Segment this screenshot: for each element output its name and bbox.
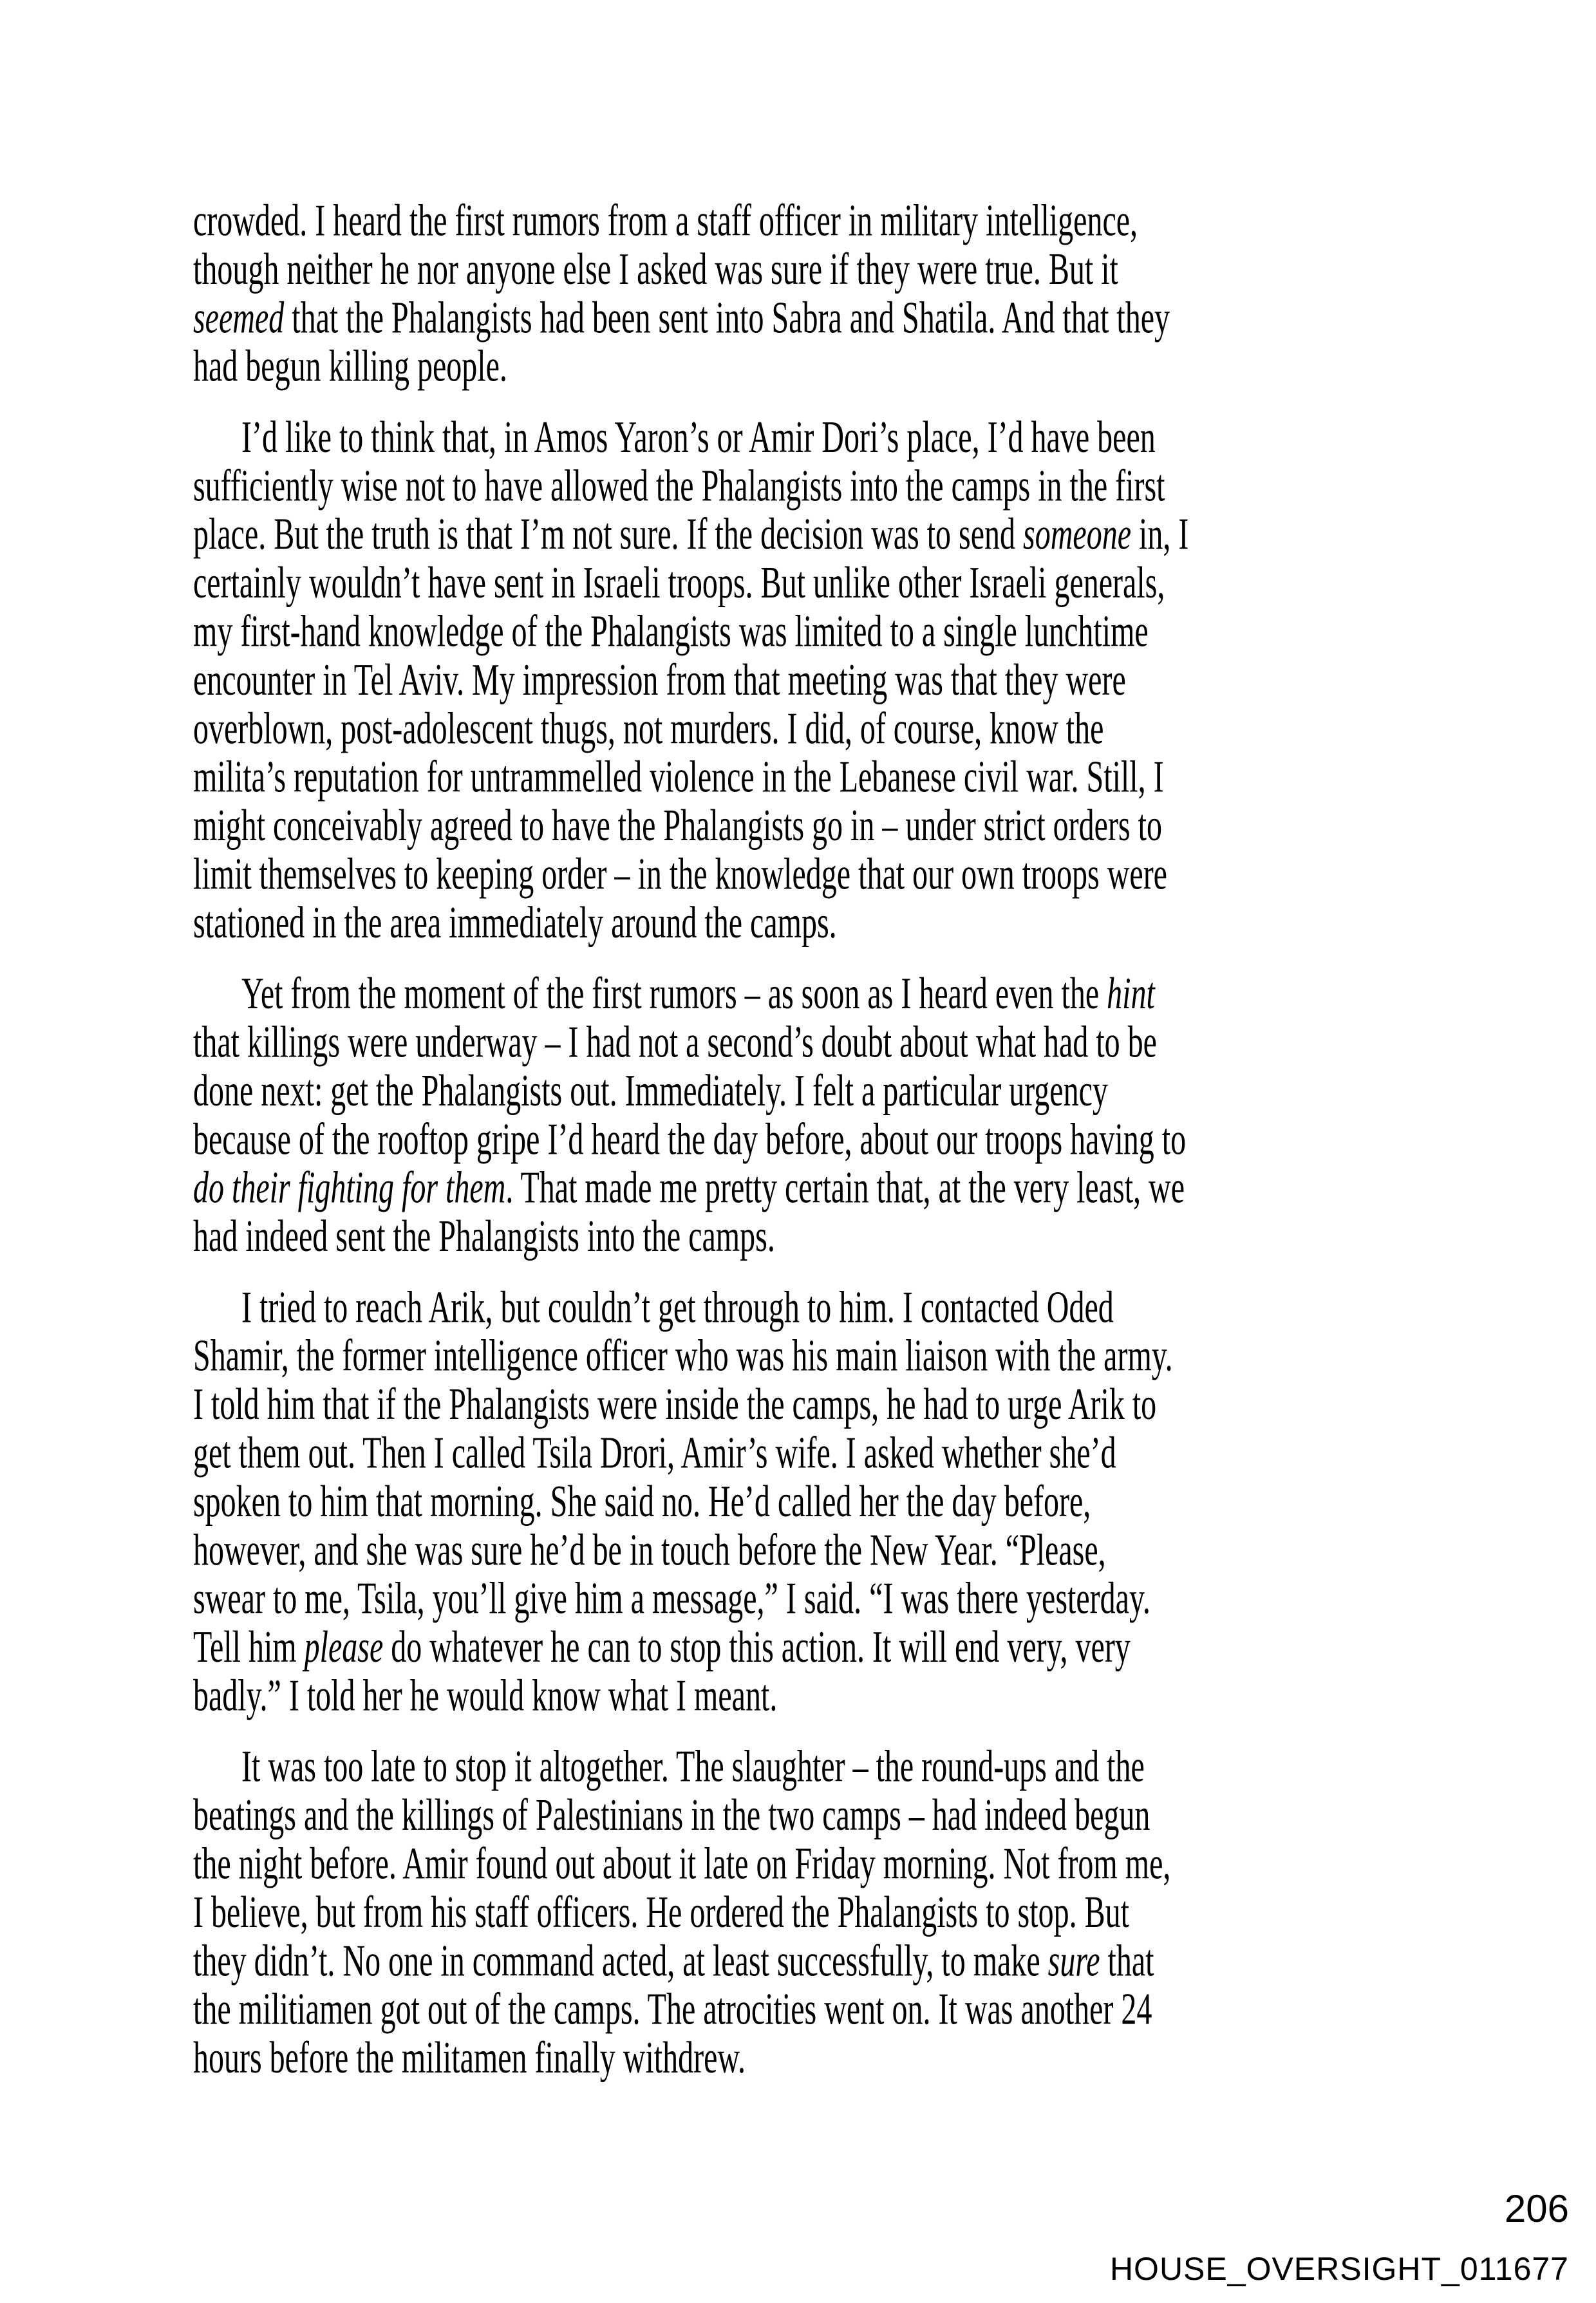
text-line	[193, 1527, 1474, 1575]
text-line	[193, 1672, 1474, 1720]
paragraph	[193, 1284, 1474, 1721]
text-line	[193, 608, 1474, 656]
text-segment: they didn’t. No one in command acted, at least successfully, to make	[193, 1936, 1048, 1986]
text-segment: crowded. I heard the first rumors from a staff officer in military intelligence,	[193, 196, 1138, 246]
bates-stamp: HOUSE_OVERSIGHT_011677	[1109, 2251, 1569, 2287]
italic-text-segment: seemed	[193, 293, 285, 343]
italic-text-segment: do their fighting for them	[193, 1163, 506, 1213]
text-segment: swear to me, Tsila, you’ll give him a message,” I said. “I was there yesterday.	[193, 1574, 1150, 1624]
text-segment: in, I	[1131, 509, 1189, 559]
text-segment: I told him that if the Phalangists were inside the camps, he had to urge Arik to	[193, 1380, 1157, 1429]
text-segment: milita’s reputation for untrammelled violence in the Lebanese civil war. Still, I	[193, 752, 1164, 802]
text-segment: might conceivably agreed to have the Phalangists go in – under strict orders to	[193, 801, 1162, 851]
text-line	[193, 197, 1474, 245]
text-line	[193, 245, 1474, 294]
text-segment: limit themselves to keeping order – in the knowledge that our own troops were	[193, 849, 1167, 899]
text-segment: Tell him	[193, 1622, 305, 1672]
italic-text-segment: sure	[1047, 1936, 1100, 1986]
text-line	[193, 1478, 1474, 1526]
text-segment: I tried to reach Arik, but couldn’t get through to him. I contacted Oded	[241, 1283, 1114, 1333]
text-segment: the militiamen got out of the camps. The atrocities went on. It was another 24	[193, 1984, 1152, 2035]
text-line	[193, 899, 1474, 947]
text-line	[193, 1792, 1474, 1840]
text-segment: because of the rooftop gripe I’d heard the day before, about our troops having to	[193, 1114, 1187, 1165]
text-line	[193, 851, 1474, 899]
text-segment: badly.” I told her he would know what I meant.	[193, 1671, 778, 1721]
italic-text-segment: someone	[1023, 509, 1131, 559]
text-line	[193, 462, 1474, 511]
text-line	[193, 1840, 1474, 1888]
text-line	[193, 294, 1474, 343]
text-line	[193, 1575, 1474, 1623]
text-segment: encounter in Tel Aviv. My impression from that meeting was that they were	[193, 655, 1126, 705]
text-segment: had begun killing people.	[193, 341, 507, 391]
text-segment: that	[1100, 1936, 1154, 1986]
text-segment: however, and she was sure he’d be in touch before the New Year. “Please,	[193, 1525, 1106, 1575]
text-segment: that the Phalangists had been sent into Sabra and Shatila. And that they	[284, 293, 1170, 343]
text-segment: Shamir, the former intelligence officer who was his main liaison with the army.	[193, 1331, 1173, 1381]
text-line	[193, 559, 1474, 608]
text-line	[193, 1937, 1474, 1986]
text-segment: sufficiently wise not to have allowed the Phalangists into the camps in the first	[193, 461, 1165, 511]
text-segment: stationed in the area immediately around the camps.	[193, 898, 837, 948]
text-segment: overblown, post-adolescent thugs, not murders. I did, of course, know the	[193, 704, 1104, 754]
text-segment: It was too late to stop it altogether. The slaughter – the round-ups and the	[241, 1742, 1145, 1792]
text-line	[193, 1743, 1474, 1791]
text-line	[193, 1888, 1474, 1937]
text-line	[193, 656, 1474, 704]
text-line	[193, 802, 1474, 851]
text-line	[193, 1067, 1474, 1115]
paragraph	[193, 970, 1474, 1261]
text-segment: get them out. Then I called Tsila Drori, Amir’s wife. I asked whether she’d	[193, 1428, 1116, 1478]
text-segment: place. But the truth is that I’m not sure. If the decision was to send	[193, 509, 1024, 559]
text-segment: done next: get the Phalangists out. Immediately. I felt a particular urgency	[193, 1066, 1108, 1116]
text-segment: that killings were underway – I had not a second’s doubt about what had to be	[193, 1017, 1157, 1067]
text-line	[193, 1381, 1474, 1429]
text-segment: I’d like to think that, in Amos Yaron’s or Amir Dori’s place, I’d have been	[241, 412, 1156, 462]
text-segment: though neither he nor anyone else I asked was sure if they were true. But it	[193, 244, 1118, 294]
text-line	[193, 753, 1474, 802]
text-line	[193, 511, 1474, 559]
text-segment: certainly wouldn’t have sent in Israeli troops. But unlike other Israeli generals,	[193, 558, 1165, 608]
text-segment: had indeed sent the Phalangists into the camps.	[193, 1212, 775, 1261]
text-segment: hours before the militamen finally withdrew.	[193, 2033, 746, 2083]
text-segment: I believe, but from his staff officers. He ordered the Phalangists to stop. But	[193, 1887, 1129, 1937]
text-line	[193, 970, 1474, 1019]
text-line	[193, 343, 1474, 391]
page-number: 206	[1504, 2187, 1569, 2230]
text-line	[193, 1164, 1474, 1212]
document-body	[193, 197, 1474, 2105]
text-segment: the night before. Amir found out about it late on Friday morning. Not from me,	[193, 1839, 1171, 1889]
text-segment: my first-hand knowledge of the Phalangists was limited to a single lunchtime	[193, 606, 1149, 657]
text-line	[193, 1332, 1474, 1380]
text-segment: spoken to him that morning. She said no. He’d called her the day before,	[193, 1476, 1091, 1527]
text-line	[193, 1624, 1474, 1672]
text-segment: . That made me pretty certain that, at the very least, we	[505, 1163, 1185, 1213]
text-line	[193, 2035, 1474, 2083]
text-segment: Yet from the moment of the first rumors – as soon as I heard even the	[241, 969, 1107, 1019]
italic-text-segment: please	[304, 1622, 384, 1672]
text-segment: beatings and the killings of Palestinians in the two camps – had indeed begun	[193, 1791, 1150, 1840]
text-line	[193, 1213, 1474, 1261]
text-line	[193, 705, 1474, 753]
italic-text-segment: hint	[1107, 969, 1155, 1019]
paragraph	[193, 197, 1474, 391]
text-line	[193, 1019, 1474, 1067]
text-segment: do whatever he can to stop this action. It will end very, very	[383, 1622, 1131, 1672]
text-line	[193, 413, 1474, 462]
paragraph	[193, 1743, 1474, 2083]
text-line	[193, 1284, 1474, 1332]
paragraph	[193, 413, 1474, 947]
text-line	[193, 1116, 1474, 1164]
text-line	[193, 1986, 1474, 2034]
text-line	[193, 1429, 1474, 1478]
